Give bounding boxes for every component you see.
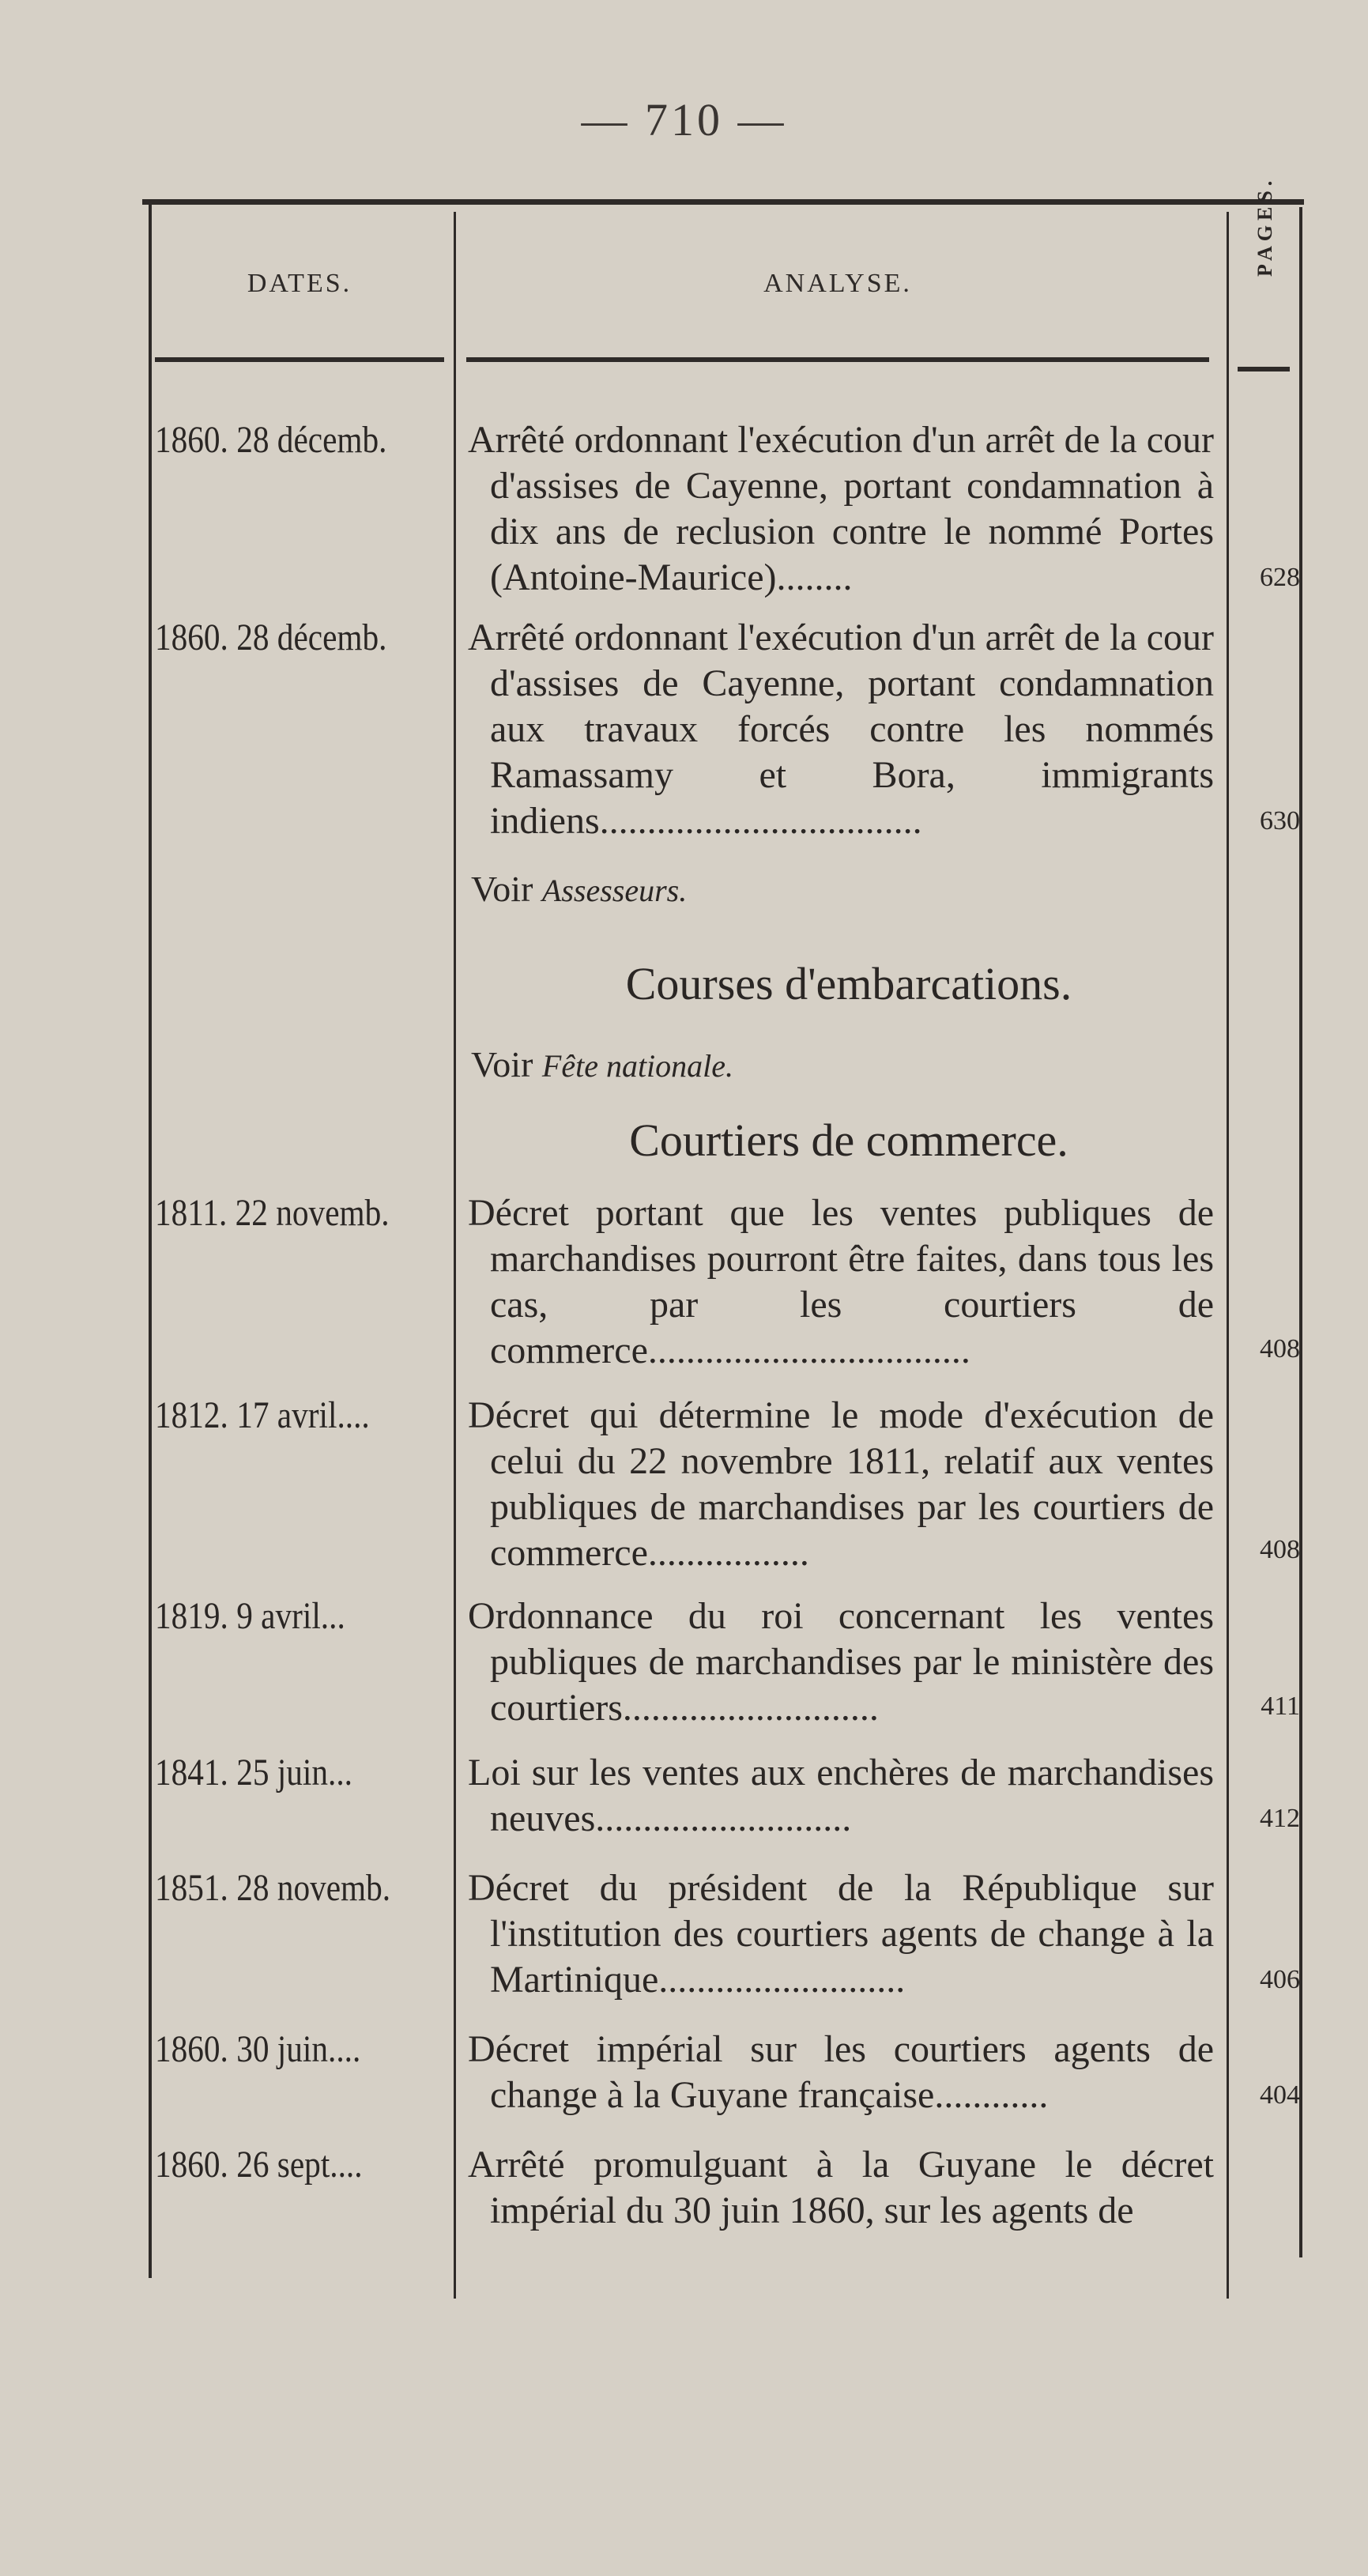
- entry-text: Décret portant que les ventes publiques de marchandises pourront être faites, dans tous les cas, par les courtiers de commerce..................................: [468, 1192, 1214, 1371]
- cross-reference-prefix: Voir: [471, 869, 533, 909]
- header-pages: PAGES.: [1253, 175, 1276, 277]
- entry-text: Ordonnance du roi concernant les ventes publiques de marchandises par le ministère des courtiers...........................: [468, 1595, 1214, 1729]
- column-divider-dates: [454, 212, 456, 2299]
- entry-page: 412: [1260, 1804, 1300, 1833]
- cross-reference: [471, 866, 687, 914]
- header-rule-pages: [1238, 367, 1290, 372]
- entry-text: Décret du président de la République sur l'institution des courtiers agents de change à la Martinique..........................: [468, 1867, 1214, 2001]
- cross-reference: [471, 1042, 733, 1089]
- section-heading: Courtiers de commerce.: [629, 1115, 1068, 1166]
- cross-reference-prefix: Voir: [471, 1044, 533, 1084]
- entry-date: 1860. 28 décemb.: [155, 617, 387, 658]
- section-heading: Courses d'embarcations.: [625, 958, 1072, 1009]
- entry-text: Décret impérial sur les courtiers agents de change à la Guyane française............: [468, 2028, 1214, 2116]
- entry-text: Décret qui détermine le mode d'exécution de celui du 22 novembre 1811, relatif aux ventes publiques de marchandises par les courtiers de commerce.................: [468, 1394, 1214, 1574]
- entry-page: 630: [1260, 806, 1300, 835]
- cross-reference-target: Assesseurs.: [541, 873, 688, 908]
- entry-page: 406: [1260, 1965, 1300, 1994]
- table-right-rule: [1299, 207, 1302, 2257]
- entry-page: 404: [1260, 2080, 1300, 2110]
- entry-date: 1851. 28 novemb.: [155, 1867, 391, 1909]
- entry-date: 1841. 25 juin...: [155, 1752, 352, 1793]
- entry-text: Arrêté promulguant à la Guyane le décret impérial du 30 juin 1860, sur les agents de: [468, 2144, 1214, 2231]
- header-rule-analyse: [466, 357, 1209, 362]
- entry-page: 628: [1260, 563, 1300, 592]
- entry-page: 411: [1261, 1692, 1300, 1721]
- entry-date: 1819. 9 avril...: [155, 1595, 345, 1637]
- entry-text: Loi sur les ventes aux enchères de marchandises neuves...........................: [468, 1752, 1214, 1839]
- header-dates: DATES.: [247, 269, 352, 298]
- table-left-rule: [149, 199, 152, 2278]
- page-number: — 710 —: [581, 94, 787, 145]
- entry-page: 408: [1260, 1334, 1300, 1363]
- entry-text: Arrêté ordonnant l'exécution d'un arrêt de la cour d'assises de Cayenne, portant condamnation aux travaux forcés contre les nommés Ramassamy et Bora, immigrants indiens..................................: [468, 617, 1214, 842]
- entry-page: 408: [1260, 1535, 1300, 1564]
- entry-text: Arrêté ordonnant l'exécution d'un arrêt de la cour d'assises de Cayenne, portant condamnation à dix ans de reclusion contre le nommé Portes (Antoine-Maurice)........: [468, 419, 1214, 598]
- entry-date: 1860. 26 sept....: [155, 2144, 363, 2186]
- table-top-rule: [142, 199, 1304, 205]
- entry-date: 1860. 30 juin....: [155, 2028, 361, 2070]
- entry-date: 1812. 17 avril....: [155, 1394, 370, 1436]
- header-analyse: ANALYSE.: [763, 269, 912, 298]
- header-rule-dates: [155, 357, 444, 362]
- entry-date: 1860. 28 décemb.: [155, 419, 387, 461]
- cross-reference-target: Fête nationale.: [541, 1048, 734, 1084]
- entry-date: 1811. 22 novemb.: [155, 1192, 390, 1234]
